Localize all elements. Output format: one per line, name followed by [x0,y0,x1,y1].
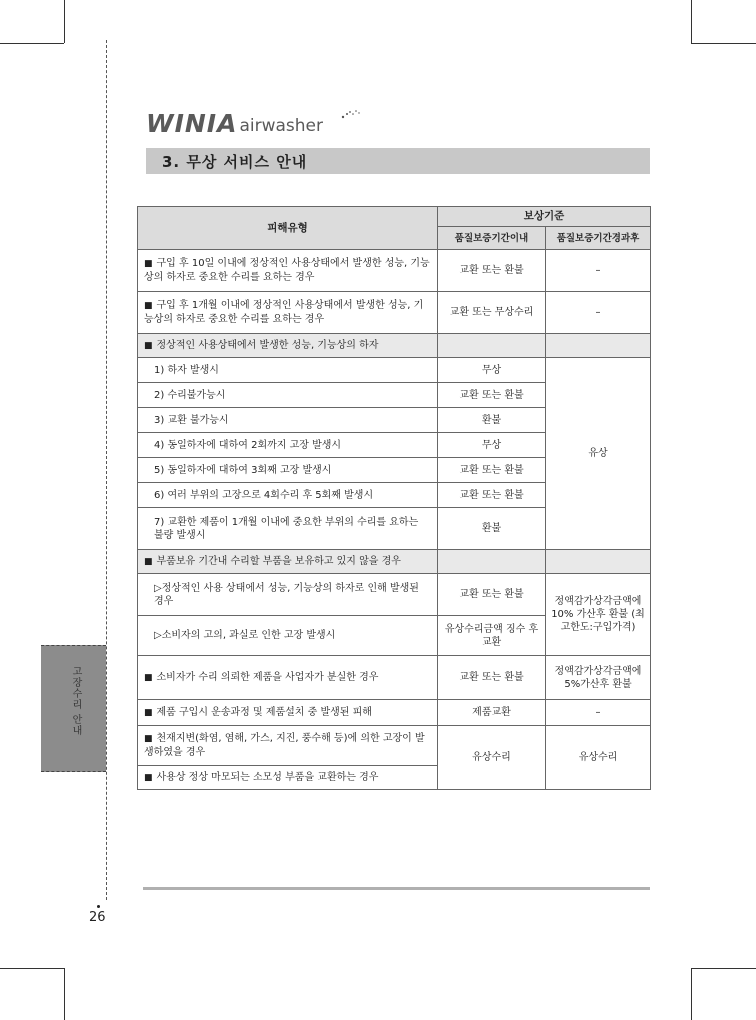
row-within: 교환 또는 환불 [438,458,546,483]
crop-mark [691,0,692,43]
row-type: 5) 동일하자에 대하여 3회째 고장 발생시 [138,458,438,483]
row-type: 구입 후 10일 이내에 정상적인 사용상태에서 발생한 성능, 기능상의 하자로 중요한 수리를 요하는 경우 [144,258,430,283]
table-row [138,358,651,383]
crop-mark [0,43,64,44]
row-within: 환불 [438,408,546,433]
page-marker-dot [97,905,100,908]
brand-sub: airwasher [239,116,323,136]
table-row [138,550,651,574]
row-after-merged: 유상 [546,358,651,550]
table-row [138,292,651,334]
row-after: – [546,292,651,334]
row-type: 1) 하자 발생시 [138,358,438,383]
row-type: 부품보유 기간내 수리할 부품을 보유하고 있지 않을 경우 [156,555,401,567]
bullet-icon: ■ [144,556,153,567]
logo-dots-icon [341,109,361,119]
row-after: – [546,700,651,726]
row-within: 교환 또는 환불 [438,483,546,508]
col-header-type: 피해유형 [138,207,438,250]
side-tab [41,645,106,772]
row-type: 7) 교환한 제품이 1개월 이내에 중요한 부위의 수리를 요하는 불량 발생시 [138,508,438,550]
table-row [138,726,651,766]
crop-mark [64,0,65,43]
row-within: 교환 또는 환불 [438,574,546,616]
row-within: 교환 또는 환불 [438,656,546,700]
row-after-merged: 유상수리 [546,726,651,790]
service-table [137,206,651,790]
bullet-icon: ■ [144,301,153,311]
row-within: 유상수리금액 징수 후 교환 [438,616,546,656]
bullet-icon: ■ [144,340,153,351]
page-number: 26 [89,910,106,925]
row-type: 6) 여러 부위의 고장으로 4회수리 후 5회째 발생시 [138,483,438,508]
row-type: ▷정상적인 사용 상태에서 성능, 기능상의 하자로 인해 발생된 경우 [138,574,438,616]
row-type: 4) 동일하자에 대하여 2회까지 고장 발생시 [138,433,438,458]
crop-mark [691,968,692,1020]
row-type: 제품 구입시 운송과정 및 제품설치 중 발생된 피해 [156,706,372,718]
row-within: 교환 또는 무상수리 [438,292,546,334]
row-type: 천재지변(화염, 염해, 가스, 지진, 풍수해 등)에 의한 고장이 발생하였을 경우 [144,733,425,758]
bullet-icon: ■ [144,672,153,683]
brand-logo [146,111,323,137]
section-title: 3. 무상 서비스 안내 [162,153,308,171]
row-type: 사용상 정상 마모되는 소모성 부품을 교환하는 경우 [156,771,379,783]
bullet-icon: ■ [144,707,153,718]
row-after: – [546,250,651,292]
row-within: 무상 [438,433,546,458]
table-row [138,656,651,700]
row-within: 무상 [438,358,546,383]
row-within: 교환 또는 환불 [438,383,546,408]
row-type: 구입 후 1개월 이내에 정상적인 사용상태에서 발생한 성능, 기능상의 하자로 중요한 수리를 요하는 경우 [144,300,424,325]
table-row [138,574,651,616]
crop-mark [691,968,756,969]
row-after: 정액감가상각금액에 5%가산후 환불 [546,656,651,700]
bullet-icon: ■ [144,734,153,744]
row-type: 2) 수리불가능시 [138,383,438,408]
row-type: 3) 교환 불가능시 [138,408,438,433]
row-within-merged: 유상수리 [438,726,546,790]
row-within: 제품교환 [438,700,546,726]
brand-name: WINIA [146,109,238,138]
table-row [138,250,651,292]
crop-mark [64,968,65,1020]
row-within: 환불 [438,508,546,550]
section-header [146,148,650,174]
bullet-icon: ■ [144,259,153,269]
row-after-merged: 정액감가상각금액에 10% 가산후 환불 (최고한도:구입가격) [546,574,651,656]
footer-rule [143,887,650,890]
col-header-after: 품질보증기간경과후 [546,227,651,250]
table-row [138,700,651,726]
row-type: ▷소비자의 고의, 과실로 인한 고장 발생시 [138,616,438,656]
row-within: 교환 또는 환불 [438,250,546,292]
binding-guide-line [106,40,107,900]
table-row [138,334,651,358]
side-tab-label: 고장수리 안내 [70,666,81,737]
col-header-standard: 보상기준 [438,207,651,227]
row-type: 소비자가 수리 의뢰한 제품을 사업자가 분실한 경우 [156,671,379,683]
col-header-within: 품질보증기간이내 [438,227,546,250]
bullet-icon: ■ [144,772,153,783]
crop-mark [0,968,64,969]
crop-mark [691,43,756,44]
row-type: 정상적인 사용상태에서 발생한 성능, 기능상의 하자 [156,339,379,351]
